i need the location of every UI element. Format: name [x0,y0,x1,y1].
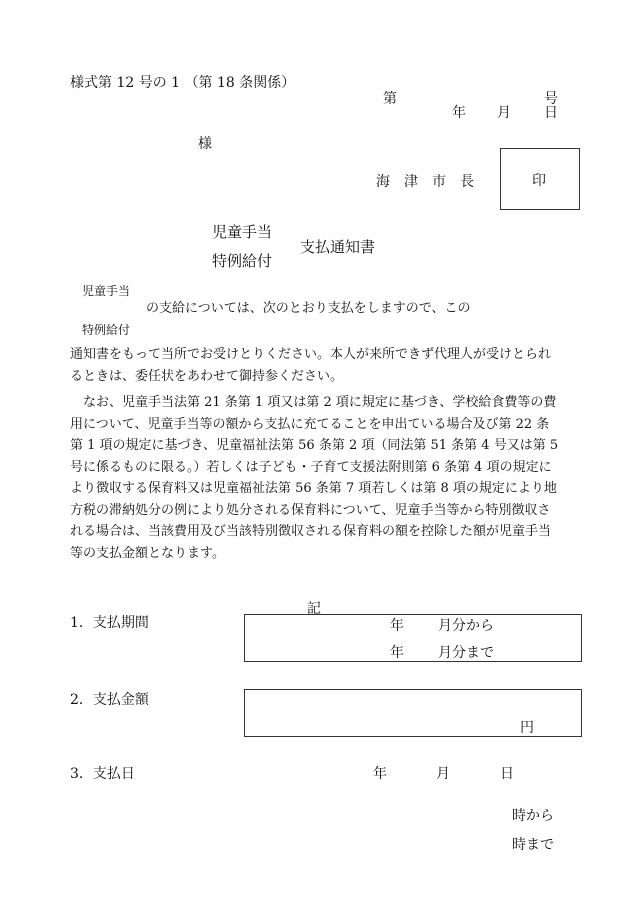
period-to-month: 月分まで [438,645,494,661]
issue-date-year: 年 [452,105,466,121]
payment-amount-label: 2．支払金額 [70,692,149,708]
period-to-year: 年 [390,645,404,661]
notice-text: なお、児童手当法第 21 条第 1 項又は第 2 項に規定に基づき、学校給食費等の費用について、児童手当等の額から支払に充てることを申出ている場合及び第 22 条第 1 項の規定に基づき、児童福祉法第 56 条第 2 項（同法第 51 条第 4 号又は第 5 号に係るものに限る。）若しくは子ども・子育て支援法附則第 6 条第 4 項の規定により徴収する保育料又は児童福祉法第 56 条第 7 項若しくは第 8 項の規定により地方税の滞納処分の例により処分される保育料について、児童手当等から特別徴収される場合は、当該費用及び当該特別徴収される保育料の額を控除した額が児童手当等の支払金額となります。 [70,395,559,561]
document-number-prefix: 第 [383,91,397,107]
seal-box [500,148,580,210]
period-from-month: 月分から [438,618,494,634]
intro-text-a: の支給については、次のとおり支払をしますので、この [146,301,471,316]
intro-paragraph [70,344,562,387]
payment-date-year: 年 [373,766,387,782]
page-title: 支払通知書 [300,238,376,256]
title-line-child-allowance: 児童手当 [212,223,273,241]
ki-label: 記 [307,601,321,617]
payment-date-month: 月 [436,766,450,782]
payment-period-box [244,614,582,662]
payment-amount-box [244,689,582,737]
payment-period-label: 1．支払期間 [70,615,149,631]
intro-text-b: 通知書をもって当所でお受けとりください。本人が来所できず代理人が受けとられるときは、委任状をあわせて御持参ください。 [70,347,552,384]
payment-date-label: 3．支払日 [70,766,135,782]
recipient-honorific: 様 [198,136,212,152]
title-line-special-benefit: 特例給付 [212,252,273,270]
amount-unit: 円 [520,720,534,736]
period-from-year: 年 [390,618,404,634]
document-number-suffix: 号 [544,91,558,107]
issue-date-day: 日 [544,105,558,121]
payment-time-to: 時まで [512,837,554,853]
intro-label-child-allowance: 児童手当 [82,284,131,298]
form-number-label: 様式第 12 号の 1 （第 18 条関係） [70,75,296,91]
seal-label: 印 [532,173,546,189]
issue-date-month: 月 [497,105,511,121]
issuer-name: 海 津 市 長 [376,174,474,190]
intro-label-special-benefit: 特例給付 [82,323,131,337]
payment-date-day: 日 [500,766,514,782]
payment-time-from: 時から [512,808,554,824]
notice-paragraph [70,392,562,564]
